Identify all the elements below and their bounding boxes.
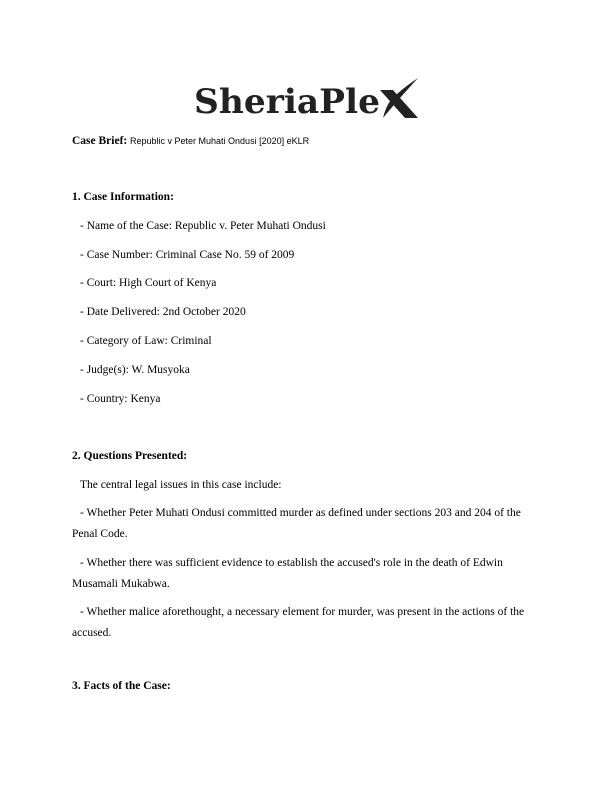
case-brief-title: Republic v Peter Muhati Ondusi [2020] eKLR [130,136,310,146]
questions-intro: The central legal issues in this case include: [80,479,282,491]
case-brief-line [72,135,309,147]
question-item: - Whether there was sufficient evidence to establish the accused's role in the death of Edwin Musamali Mukabwa. [72,557,503,590]
svg-text:SheriaPle: SheriaPle [194,82,380,120]
country-item: - Country: Kenya [80,393,161,405]
case-number-item: - Case Number: Criminal Case No. 59 of 2009 [80,249,295,261]
court-item: - Court: High Court of Kenya [80,277,217,289]
date-delivered-item: - Date Delivered: 2nd October 2020 [80,306,246,318]
questions-presented-heading: 2. Questions Presented: [72,450,188,462]
case-information-heading: 1. Case Information: [72,191,174,203]
judges-item: - Judge(s): W. Musyoka [80,364,190,376]
logo-graphic [192,76,420,120]
sheriaplex-logo [192,76,420,120]
question-item: - Whether Peter Muhati Ondusi committed murder as defined under sections 203 and 204 of the Penal Code. [72,507,521,540]
case-brief-label: Case Brief: [72,135,128,147]
question-item: - Whether malice aforethought, a necessary element for murder, was present in the actions of the accused. [72,606,525,639]
category-of-law-item: - Category of Law: Criminal [80,335,212,347]
facts-of-case-heading: 3. Facts of the Case: [72,680,171,692]
case-name-item: - Name of the Case: Republic v. Peter Muhati Ondusi [80,220,326,232]
